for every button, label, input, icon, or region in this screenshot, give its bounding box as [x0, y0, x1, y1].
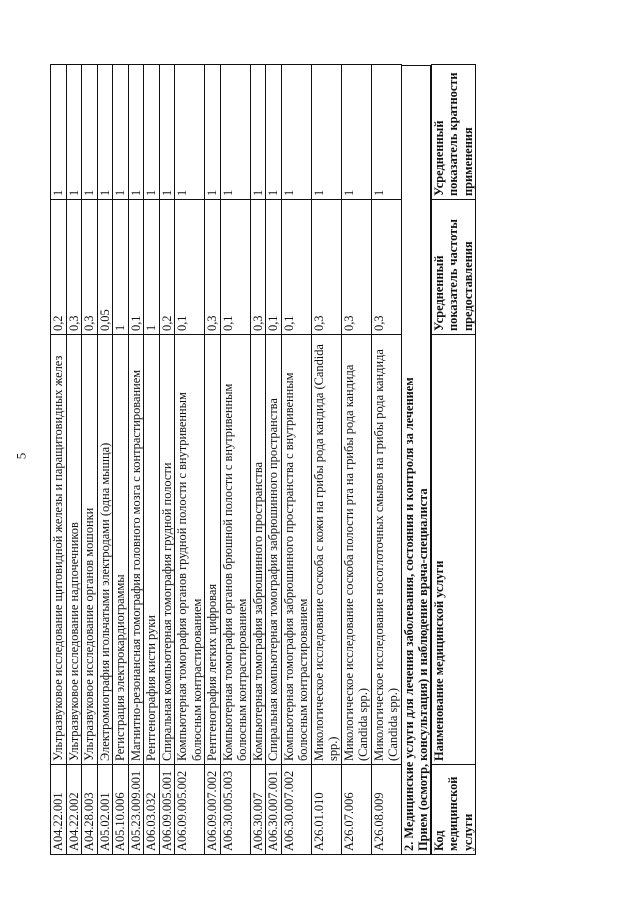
service-code: A06.30.007.002 — [281, 765, 311, 855]
service-frequency: 0,2 — [159, 200, 175, 335]
table-row — [97, 65, 113, 855]
service-code: A06.09.007.002 — [205, 765, 221, 855]
table-row — [113, 65, 129, 855]
service-name: Компьютерная томография органов грудной полости с внутривенным болюсным контрастированием — [175, 335, 205, 765]
table-row — [220, 65, 250, 855]
table-row — [51, 65, 67, 855]
service-frequency: 0,1 — [266, 200, 282, 335]
service-multiplicity: 1 — [250, 65, 266, 200]
service-multiplicity: 1 — [205, 65, 221, 200]
service-multiplicity: 1 — [97, 65, 113, 200]
service-multiplicity: 1 — [266, 65, 282, 200]
table-row — [250, 65, 266, 855]
header-multiplicity: Усредненный показатель кратности применения — [431, 65, 476, 200]
service-frequency: 0,3 — [82, 200, 98, 335]
service-code: A06.30.007 — [250, 765, 266, 855]
service-code: A06.03.032 — [144, 765, 160, 855]
service-frequency: 0,1 — [128, 200, 144, 335]
service-frequency: 0,3 — [66, 200, 82, 335]
service-name: Магнитно-резонансная томография головного мозга с контрастированием — [128, 335, 144, 765]
service-multiplicity: 1 — [341, 65, 371, 200]
section-2-title: 2. Медицинские услуги для лечения заболевания, состояния и контроля за лечением — [401, 377, 416, 851]
service-frequency: 0,3 — [311, 200, 341, 335]
service-name: Рентгенография легких цифровая — [205, 335, 221, 765]
service-frequency: 0,3 — [371, 200, 401, 335]
service-code: A26.08.009 — [371, 765, 401, 855]
service-multiplicity: 1 — [51, 65, 67, 200]
service-code: A26.01.010 — [311, 765, 341, 855]
service-multiplicity: 1 — [175, 65, 205, 200]
section-2-subtitle: Прием (осмотр, консультация) и наблюдение врача-специалиста — [415, 488, 430, 851]
service-code: A04.28.003 — [82, 765, 98, 855]
table-row — [128, 65, 144, 855]
service-code: A26.07.006 — [341, 765, 371, 855]
service-frequency: 0,3 — [205, 200, 221, 335]
service-frequency: 0,1 — [281, 200, 311, 335]
service-code: A06.30.005.003 — [220, 765, 250, 855]
service-multiplicity: 1 — [159, 65, 175, 200]
service-name: Компьютерная томография органов брюшной полости с внутривенным болюсным контрастированием — [220, 335, 250, 765]
service-multiplicity: 1 — [66, 65, 82, 200]
service-name: Ультразвуковое исследование органов мошонки — [82, 335, 98, 765]
table-row — [144, 65, 160, 855]
service-frequency: 0,1 — [175, 200, 205, 335]
table-row — [371, 65, 401, 855]
service-frequency: 1 — [113, 200, 129, 335]
service-frequency: 0,3 — [341, 200, 371, 335]
service-multiplicity: 1 — [128, 65, 144, 200]
service-multiplicity: 1 — [113, 65, 129, 200]
service-multiplicity: 1 — [220, 65, 250, 200]
table-row — [266, 65, 282, 855]
services-table — [50, 64, 402, 855]
service-name: Микологическое исследование носоглоточных смывов на грибы рода кандида (Candida spp.) — [371, 335, 401, 765]
service-name: Спиральная компьютерная томография забрюшинного пространства — [266, 335, 282, 765]
table-row — [66, 65, 82, 855]
service-name: Электромиография игольчатыми электродами (одна мышца) — [97, 335, 113, 765]
service-code: A04.22.001 — [51, 765, 67, 855]
service-name: Микологическое исследование соскоба полости рта на грибы рода кандида (Candida spp.) — [341, 335, 371, 765]
header-row — [431, 65, 476, 855]
service-name: Компьютерная томография забрюшинного пространства с внутривенным болюсным контрастированием — [281, 335, 311, 765]
service-code: A06.09.005.001 — [159, 765, 175, 855]
service-multiplicity: 1 — [311, 65, 341, 200]
table-row — [82, 65, 98, 855]
page-number: 5 — [13, 452, 29, 460]
service-frequency: 0,05 — [97, 200, 113, 335]
service-frequency: 0,3 — [250, 200, 266, 335]
service-name: Регистрация электрокардиограммы — [113, 335, 129, 765]
service-name: Ультразвуковое исследование надпочечников — [66, 335, 82, 765]
table-row — [205, 65, 221, 855]
service-name: Компьютерная томография забрюшинного пространства — [250, 335, 266, 765]
table-row — [311, 65, 341, 855]
service-frequency: 0,1 — [220, 200, 250, 335]
service-multiplicity: 1 — [371, 65, 401, 200]
service-multiplicity: 1 — [82, 65, 98, 200]
table-row — [159, 65, 175, 855]
service-frequency: 0,2 — [51, 200, 67, 335]
service-name: Микологическое исследование соскоба с кожи на грибы рода кандида (Candida spp.) — [311, 335, 341, 765]
table-2-header — [431, 64, 477, 855]
table-row — [341, 65, 371, 855]
service-frequency: 1 — [144, 200, 160, 335]
rotated-content — [50, 65, 610, 855]
header-code: Код медицинской услуги — [431, 765, 476, 855]
service-multiplicity: 1 — [144, 65, 160, 200]
table-row — [175, 65, 205, 855]
service-code: A04.22.002 — [66, 765, 82, 855]
table-row — [281, 65, 311, 855]
service-code: A06.09.005.002 — [175, 765, 205, 855]
section-2-heading — [402, 65, 431, 855]
header-frequency: Усредненный показатель частоты предоставления — [431, 200, 476, 335]
service-code: A05.23.009.001 — [128, 765, 144, 855]
service-name: Спиральная компьютерная томография грудной полости — [159, 335, 175, 765]
service-code: A06.30.007.001 — [266, 765, 282, 855]
service-name: Рентгенография кисти руки — [144, 335, 160, 765]
service-code: A05.02.001 — [97, 765, 113, 855]
service-multiplicity: 1 — [281, 65, 311, 200]
service-code: A05.10.006 — [113, 765, 129, 855]
service-name: Ультразвуковое исследование щитовидной железы и паращитовидных желез — [51, 335, 67, 765]
header-name: Наименование медицинской услуги — [431, 335, 476, 765]
